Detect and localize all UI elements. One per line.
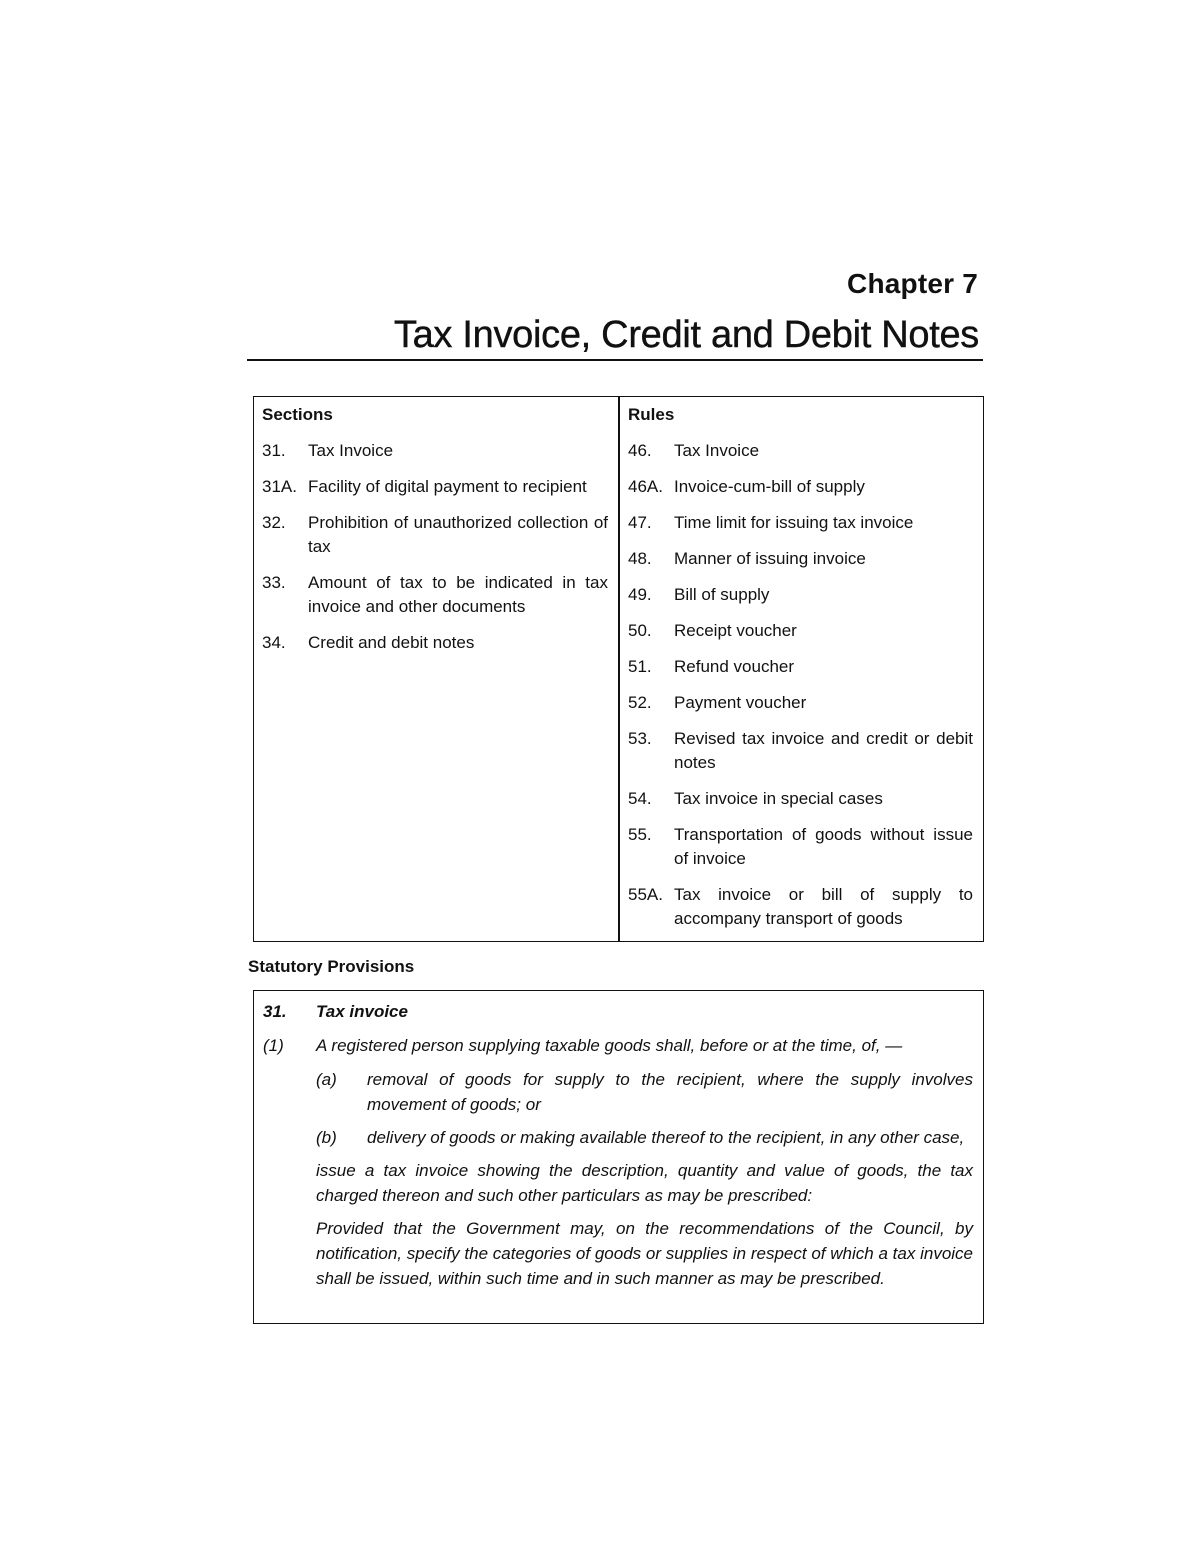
section-text: Prohibition of unauthorized collection of tax — [308, 513, 608, 556]
rules-column — [620, 397, 983, 941]
clause-text: A registered person supplying taxable goods shall, before or at the time, of, — — [316, 1036, 903, 1055]
chapter-label: Chapter 7 — [847, 268, 978, 299]
rule-item — [628, 883, 973, 931]
section-text: Tax Invoice — [308, 441, 394, 460]
section-item — [262, 631, 608, 655]
section-text: Facility of digital payment to recipient — [308, 477, 587, 496]
rule-text: Payment voucher — [674, 693, 807, 712]
subclause-text: removal of goods for supply to the recipient, where the supply involves movement of goods; or — [367, 1070, 973, 1114]
rule-item — [628, 547, 973, 571]
provision-paragraph: issue a tax invoice showing the description, quantity and value of goods, the tax charged thereon and such other particulars as may be prescribed: — [316, 1161, 973, 1205]
section-item — [262, 439, 608, 463]
rule-item — [628, 823, 973, 871]
rule-number: 49. — [628, 585, 652, 604]
rule-number: 52. — [628, 693, 652, 712]
rule-item — [628, 655, 973, 679]
rule-text: Invoice-cum-bill of supply — [674, 477, 865, 496]
subclause — [316, 1067, 973, 1117]
title-divider — [247, 359, 983, 361]
subclause-number: (a) — [316, 1070, 337, 1089]
rule-text: Tax invoice in special cases — [674, 789, 883, 808]
rule-number: 50. — [628, 621, 652, 640]
rule-item — [628, 787, 973, 811]
rule-number: 48. — [628, 549, 652, 568]
statutory-provisions-heading: Statutory Provisions — [248, 957, 415, 976]
chapter-title: Tax Invoice, Credit and Debit Notes — [393, 314, 979, 356]
sections-heading: Sections — [262, 405, 333, 424]
section-number: 33. — [262, 573, 286, 592]
subclause-text: delivery of goods or making available thereof to the recipient, in any other case, — [367, 1128, 965, 1147]
section-number: 31A. — [262, 477, 297, 496]
section-item — [262, 475, 608, 499]
section-number: 32. — [262, 513, 286, 532]
sections-rules-table — [253, 396, 984, 942]
proviso-paragraph: Provided that the Government may, on the recommendations of the Council, by notification, specify the categories of goods or supplies in respect of which a tax invoice shall be issued, within such time and in such manner as may be prescribed. — [316, 1219, 973, 1288]
rule-item — [628, 583, 973, 607]
rule-item — [628, 475, 973, 499]
rule-item — [628, 727, 973, 775]
section-number: 34. — [262, 633, 286, 652]
rule-text: Time limit for issuing tax invoice — [674, 513, 914, 532]
sections-column — [254, 397, 620, 941]
subclause — [316, 1125, 973, 1150]
provision-box — [253, 990, 984, 1324]
rule-item — [628, 511, 973, 535]
rule-text: Tax Invoice — [674, 441, 760, 460]
rule-text: Receipt voucher — [674, 621, 797, 640]
rule-item — [628, 439, 973, 463]
provision-section-number: 31. — [263, 1002, 287, 1021]
subclause-number: (b) — [316, 1128, 337, 1147]
rule-text: Bill of supply — [674, 585, 770, 604]
rule-number: 54. — [628, 789, 652, 808]
rule-item — [628, 691, 973, 715]
rule-text: Manner of issuing invoice — [674, 549, 866, 568]
rule-number: 55. — [628, 825, 652, 844]
rule-text: Refund voucher — [674, 657, 795, 676]
rule-text: Transportation of goods without issue of invoice — [674, 825, 973, 868]
rule-item — [628, 619, 973, 643]
section-item — [262, 571, 608, 619]
rule-text: Tax invoice or bill of supply to accompany transport of goods — [674, 885, 973, 928]
clause-number: (1) — [263, 1036, 284, 1055]
rule-number: 51. — [628, 657, 652, 676]
rule-text: Revised tax invoice and credit or debit notes — [674, 729, 973, 772]
rule-number: 46A. — [628, 477, 663, 496]
provision-clause — [263, 1033, 973, 1058]
rule-number: 53. — [628, 729, 652, 748]
rule-number: 46. — [628, 441, 652, 460]
section-number: 31. — [262, 441, 286, 460]
section-item — [262, 511, 608, 559]
rules-heading: Rules — [628, 405, 675, 424]
rule-number: 47. — [628, 513, 652, 532]
section-text: Credit and debit notes — [308, 633, 475, 652]
rule-number: 55A. — [628, 885, 663, 904]
provision-section-title: Tax invoice — [316, 1002, 408, 1021]
section-text: Amount of tax to be indicated in tax invoice and other documents — [308, 573, 608, 616]
provision-section-header — [263, 999, 973, 1024]
